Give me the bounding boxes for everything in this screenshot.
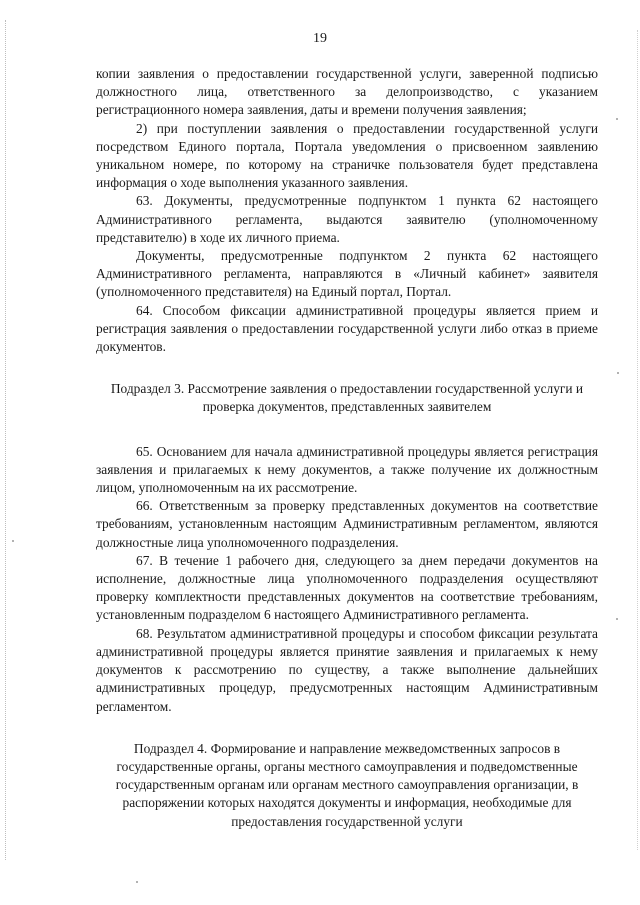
paragraph-continuation: копии заявления о предоставлении государственной услуги, заверенной подписью должностного лица, ответственного за делопроизводство, с указанием регистрационного номера заявления, даты и времени получения заявления; <box>96 66 598 118</box>
paragraph-67: 67. В течение 1 рабочего дня, следующего за днем передачи документов на исполнение, должностные лица уполномоченного подразделения осуществляют проверку комплектности представленных документов на соответствие требованиям, установленным подразделом 6 настоящего Административного регламента. <box>96 552 598 623</box>
scan-left-edge <box>5 20 6 860</box>
document-body <box>96 65 598 831</box>
paragraph-65: 65. Основанием для начала административной процедуры является регистрация заявления и прилагаемых к нему документов, а также получение их должностным лицом, уполномоченным на их рассмотрение. <box>96 443 598 496</box>
scan-right-edge <box>637 30 638 850</box>
paragraph-66: 66. Ответственным за проверку представленных документов на соответствие требованиям, установленным настоящим Административным регламентом, являются должностные лица уполномоченного подразделения. <box>96 498 598 550</box>
paragraph-63-docs: Документы, предусмотренные подпунктом 2 пункта 62 настоящего Административного регламента, направляются в «Личный кабинет» заявителя (уполномоченного представителя) на Единый портал, Портал. <box>96 248 598 300</box>
paragraph-item-2: 2) при поступлении заявления о предоставлении государственной услуги посредством Единого портала, Портала уведомления о присвоенном заявлению уникальном номере, по которому на страничке пользователя будет представлена информация о ходе выполнения указанного заявления. <box>96 120 598 191</box>
page-number: 19 <box>313 31 327 46</box>
paragraph-64: 64. Способом фиксации административной процедуры является прием и регистрация заявления о предоставлении государственной услуги либо отказ в приеме документов. <box>96 302 598 355</box>
scan-speck <box>616 618 618 620</box>
paragraph-68: 68. Результатом административной процедуры и способом фиксации результата административной процедуры является принятие заявления и прилагаемых к нему документов к рассмотрению по существу, а также выполнение дальнейших административных процедур, предусмотренных настоящим Административным регламентом. <box>96 625 598 714</box>
subsection-4-title: Подраздел 4. Формирование и направление межведомственных запросов в государственные органы, органы местного самоуправления и подведомственные государственным органам или органам местного самоуправления организации, в распоряжении которых находятся документы и информация, необходимые для предоставления государственной услуги <box>115 740 579 829</box>
scan-speck <box>136 881 138 883</box>
paragraph-63: 63. Документы, предусмотренные подпунктом 1 пункта 62 настоящего Административного регламента, выдаются заявителю (уполномоченному представителю) в ходе их личного приема. <box>96 193 598 245</box>
subsection-3-title: Подраздел 3. Рассмотрение заявления о предоставлении государственной услуги и проверка документов, представленных заявителем <box>110 381 584 415</box>
scan-speck <box>617 372 619 374</box>
scan-speck <box>12 540 14 542</box>
scan-speck <box>616 118 618 120</box>
